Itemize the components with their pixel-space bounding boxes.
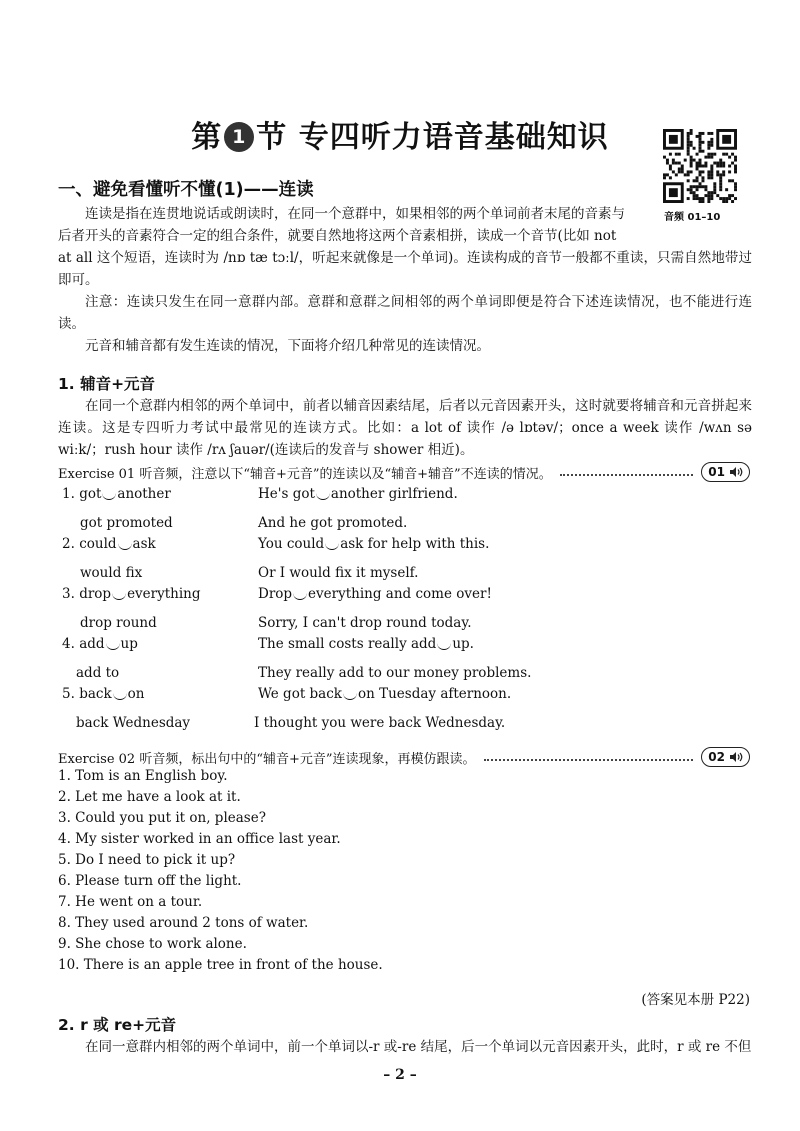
list-item: 6. Please turn off the light. bbox=[58, 873, 242, 889]
list-item: 5. Do I need to pick it up? bbox=[58, 852, 236, 868]
liaison-mark-icon bbox=[112, 592, 126, 600]
ex1-sentence-1b: And he got promoted. bbox=[258, 515, 408, 531]
section-number-badge: 1 bbox=[224, 122, 254, 152]
exercise-02-header bbox=[58, 747, 750, 767]
ex1-phrase-1: 1. got another bbox=[62, 486, 171, 502]
list-item: 10. There is an apple tree in front of the house. bbox=[58, 957, 383, 973]
ex1-phrase-1b: got promoted bbox=[80, 515, 173, 531]
ex1-sentence-4b: They really add to our money problems. bbox=[258, 665, 532, 681]
intro-paragraph-line2: 后者开头的音素符合一定的组合条件，就要自然地将这两个音素相拼，读成一个音节(比如 not bbox=[58, 228, 617, 244]
answer-reference: (答案见本册 P22) bbox=[641, 992, 750, 1008]
ex1-phrase-5: 5. back on bbox=[62, 686, 145, 702]
qr-code-icon[interactable] bbox=[663, 129, 737, 203]
list-item: 7. He went on a tour. bbox=[58, 894, 203, 910]
qr-audio-label: 音频 01–10 bbox=[664, 212, 721, 223]
ex1-sentence-5b: I thought you were back Wednesday. bbox=[254, 715, 506, 731]
ex1-phrase-2: 2. could ask bbox=[62, 536, 156, 552]
overview-paragraph: 元音和辅音都有发生连读的情况，下面将介绍几种常见的连读情况。 bbox=[85, 338, 490, 354]
note-paragraph: 注意：连读只发生在同一意群内部。意群和意群之间相邻的两个单词即便是符合下述连读情况，也不能进行连读。 bbox=[58, 294, 752, 332]
ex1-sentence-5: We got back on Tuesday afternoon. bbox=[258, 686, 512, 702]
audio-track-02-button[interactable] bbox=[701, 747, 750, 767]
liaison-mark-icon bbox=[118, 542, 132, 550]
ex1-sentence-2b: Or I would fix it myself. bbox=[258, 565, 419, 581]
track-number: 02 bbox=[708, 750, 725, 764]
liaison-mark-icon bbox=[113, 692, 127, 700]
liaison-mark-icon bbox=[106, 642, 120, 650]
ex1-sentence-1: He's got another girlfriend. bbox=[258, 486, 458, 502]
liaison-mark-icon bbox=[102, 492, 116, 500]
subheading-r-re-vowel: 2. r 或 re+元音 bbox=[58, 1016, 177, 1034]
list-item: 9. She chose to work alone. bbox=[58, 936, 247, 952]
r-re-paragraph: 在同一意群内相邻的两个单词中，前一个单词以-r 或-re 结尾，后一个单词以元音因素开头，此时，r 或 re 不但 bbox=[85, 1039, 752, 1055]
list-item: 4. My sister worked in an office last year. bbox=[58, 831, 341, 847]
intro-paragraph-rest: at all 这个短语，连读时为 /nɒ tæ tɔːl/，听起来就像是一个单词)。连读构成的音节一般都不重读，只需自然地带过即可。 bbox=[58, 250, 752, 288]
exercise-01-header bbox=[58, 462, 750, 482]
subheading-consonant-vowel: 1. 辅音+元音 bbox=[58, 375, 156, 393]
intro-paragraph-line1: 连读是指在连贯地说话或朗读时，在同一个意群中，如果相邻的两个单词前者末尾的音素与 bbox=[85, 206, 625, 222]
ex1-phrase-5b: back Wednesday bbox=[76, 715, 191, 731]
ex1-phrase-2b: would fix bbox=[80, 565, 143, 581]
liaison-mark-icon bbox=[343, 692, 357, 700]
page-number: – 2 – bbox=[383, 1067, 417, 1083]
exercise-02-label: Exercise 02 听音频，标出句中的“辅音+元音”连读现象，再模仿跟读。 bbox=[58, 751, 476, 767]
liaison-mark-icon bbox=[293, 592, 307, 600]
speaker-icon bbox=[729, 466, 743, 478]
section-heading: 一、避免看懂听不懂(1)——连读 bbox=[58, 180, 314, 200]
ex1-sentence-3b: Sorry, I can't drop round today. bbox=[258, 615, 472, 631]
title-prefix: 第 bbox=[191, 120, 223, 155]
audio-track-01-button[interactable] bbox=[701, 462, 750, 482]
leader-dots bbox=[560, 474, 694, 476]
ex1-phrase-3b: drop round bbox=[80, 615, 157, 631]
liaison-mark-icon bbox=[316, 492, 330, 500]
ex1-phrase-4b: add to bbox=[76, 665, 120, 681]
track-number: 01 bbox=[708, 465, 725, 479]
list-item: 2. Let me have a look at it. bbox=[58, 789, 241, 805]
ex1-sentence-3: Drop everything and come over! bbox=[258, 586, 492, 602]
exercise-01-label: Exercise 01 听音频，注意以下“辅音+元音”的连读以及“辅音+辅音”不连读的情况。 bbox=[58, 466, 552, 482]
speaker-icon bbox=[729, 751, 743, 763]
exercise-02-list bbox=[58, 766, 383, 976]
ex1-sentence-4: The small costs really add up. bbox=[258, 636, 474, 652]
consonant-vowel-paragraph: 在同一个意群内相邻的两个单词中，前者以辅音因素结尾，后者以元音因素开头，这时就要将辅音和元音拼起来连读。这是专四听力考试中最常见的连读方式。比如：a lot of 读作 /ə lɒtəv/；once a week 读作 /wʌn sə wiːk/；rush hour 读作 /rʌ ʃauər/(连读后的发音与 shower 相近)。 bbox=[58, 398, 752, 458]
ex1-phrase-4: 4. add up bbox=[62, 636, 138, 652]
title-suffix: 节 专四听力语音基础知识 bbox=[256, 120, 609, 155]
list-item: 8. They used around 2 tons of water. bbox=[58, 915, 309, 931]
ex1-phrase-3: 3. drop everything bbox=[62, 586, 201, 602]
liaison-mark-icon bbox=[437, 642, 451, 650]
list-item: 3. Could you put it on, please? bbox=[58, 810, 266, 826]
ex1-sentence-2: You could ask for help with this. bbox=[258, 536, 490, 552]
liaison-mark-icon bbox=[325, 542, 339, 550]
leader-dots bbox=[484, 759, 694, 761]
list-item: 1. Tom is an English boy. bbox=[58, 768, 228, 784]
